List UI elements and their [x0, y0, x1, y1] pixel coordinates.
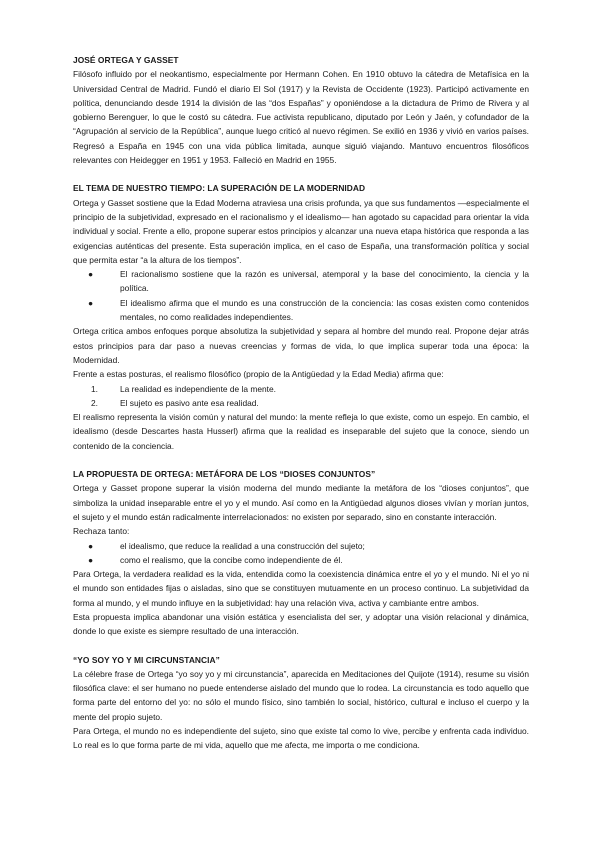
bullet-text: el idealismo, que reduce la realidad a una construcción del sujeto;	[120, 540, 365, 551]
bullet-icon: ●	[88, 297, 94, 308]
bullet-icon: ●	[88, 269, 94, 280]
section1-critique: Ortega critica ambos enfoques porque absolutiza la subjetividad y separa al hombre del mundo real. Propone dejar atrás estos principios para dar paso a nuevas creencias y formas de vida, lo que implica superar toda una época: la Modernidad.	[73, 326, 529, 365]
section3-heading: “YO SOY YO Y MI CIRCUNSTANCIA”	[73, 654, 220, 665]
list-number: 2.	[91, 397, 98, 408]
list-text: La realidad es independiente de la mente.	[120, 383, 276, 394]
section1-closing: El realismo representa la visión común y natural del mundo: la mente refleja lo que existe, como un espejo. En cambio, el idealismo (desde Descartes hasta Husserl) afirma que la realidad es inseparable del sujeto que la conoce, siendo un contenido de la conciencia.	[73, 412, 529, 451]
list-number: 1.	[91, 383, 98, 394]
bullet-text: como el realismo, que la concibe como independiente de él.	[120, 554, 343, 565]
list-item	[73, 396, 529, 410]
section1-realism-intro: Frente a estas posturas, el realismo filosófico (propio de la Antigüedad y la Edad Media) afirma que:	[73, 369, 444, 380]
list-item	[73, 296, 529, 325]
document-page	[73, 53, 529, 753]
list-item	[73, 267, 529, 296]
section2-heading: LA PROPUESTA DE ORTEGA: METÁFORA DE LOS “DIOSES CONJUNTOS”	[73, 469, 376, 480]
list-item	[73, 539, 529, 553]
bullet-text: El racionalismo sostiene que la razón es universal, atemporal y la base del conocimiento, la ciencia y la política.	[120, 269, 529, 294]
bullet-icon: ●	[88, 554, 94, 565]
section1-intro: Ortega y Gasset sostiene que la Edad Moderna atraviesa una crisis profunda, ya que sus fundamentos —especialmente el principio de la subjetividad, expresado en el racionalismo y el idealismo— han agotado su capacidad para orientar la vida individual y social. Frente a ello, propone superar estos principios y alcanzar una nueva etapa histórica que responda a las exigencias auténticas del presente. Esta superación implica, en el caso de España, una transformación política y social que permita estar “a la altura de los tiempos”.	[73, 197, 529, 265]
section2-bullet-list	[73, 539, 529, 568]
section1-numbered-list	[73, 382, 529, 411]
bullet-text: El idealismo afirma que el mundo es una construcción de la conciencia: las cosas existen como contenidos mentales, no como realidades independientes.	[120, 297, 529, 323]
section2-conclusion: Esta propuesta implica abandonar una visión estática y esencialista del ser, y adoptar una visión relacional y dinámica, donde lo que existe es siempre resultado de una interacción.	[73, 611, 529, 637]
section3-closing: Para Ortega, el mundo no es independiente del sujeto, sino que existe tal como lo vive, percibe y enfrenta cada individuo. Lo real es lo que forma parte de mi vida, aquello que me afecta, me importa o me condiciona.	[73, 726, 529, 751]
author-heading: JOSÉ ORTEGA Y GASSET	[73, 55, 179, 65]
section1-bullet-list	[73, 267, 529, 324]
section1-heading: EL TEMA DE NUESTRO TIEMPO: LA SUPERACIÓN DE LA MODERNIDAD	[73, 183, 366, 194]
section2-para-ortega: Para Ortega, la verdadera realidad es la vida, entendida como la coexistencia dinámica entre el yo y el mundo. Ni el yo ni el mundo son entidades fijas o aisladas, sino que se constituyen mutuamente en un proceso continuo. La subjetividad da forma al mundo, y el mundo influye en la subjetividad: hay una relación viva, activa y cambiante entre ambos.	[73, 569, 529, 608]
author-bio: Filósofo influido por el neokantismo, especialmente por Hermann Cohen. En 1910 obtuvo la cátedra de Metafísica en la Universidad Central de Madrid. Fundó el diario El Sol (1917) y la Revista de Occidente (1923). Participó activamente en política, denunciando desde 1914 la división de las “dos Españas” y oponiéndose a la dictadura de Primo de Rivera y al gobierno Berenguer, lo que le costó su cátedra. Fue activista republicano, diputado por León y Jaén, y cofundador de la “Agrupación al servicio de la República”, aunque luego criticó al nuevo régimen. Se exilió en 1936 y vivió en varios países. Regresó a España en 1945 con una vida pública limitada, aunque siguió viajando. Mantuvo encuentros filosóficos relevantes con Heidegger en 1951 y 1953. Falleció en Madrid en 1955.	[73, 69, 529, 166]
section2-intro: Ortega y Gasset propone superar la visión moderna del mundo mediante la metáfora de los “dioses conjuntos”, que simboliza la unidad inseparable entre el yo y el mundo. Así como en la Antigüedad algunos dioses vivían y morían juntos, el sujeto y el mundo están radicalmente interrelacionados: no existen por separado, sino en constante interacción.	[73, 483, 529, 522]
bullet-icon: ●	[88, 540, 94, 551]
list-item	[73, 382, 529, 396]
section3-intro: La célebre frase de Ortega “yo soy yo y mi circunstancia”, aparecida en Meditaciones del Quijote (1914), resume su visión filosófica clave: el ser humano no puede entenderse aislado del mundo que lo rodea. La circunstancia es todo aquello que forma parte del entorno del yo: no sólo el mundo físico, sino también lo social, histórico, cultural e incluso el cuerpo y la mente del propio sujeto.	[73, 668, 529, 722]
list-item	[73, 553, 529, 567]
section2-reject-label: Rechaza tanto:	[73, 526, 130, 537]
list-text: El sujeto es pasivo ante esa realidad.	[120, 397, 259, 408]
